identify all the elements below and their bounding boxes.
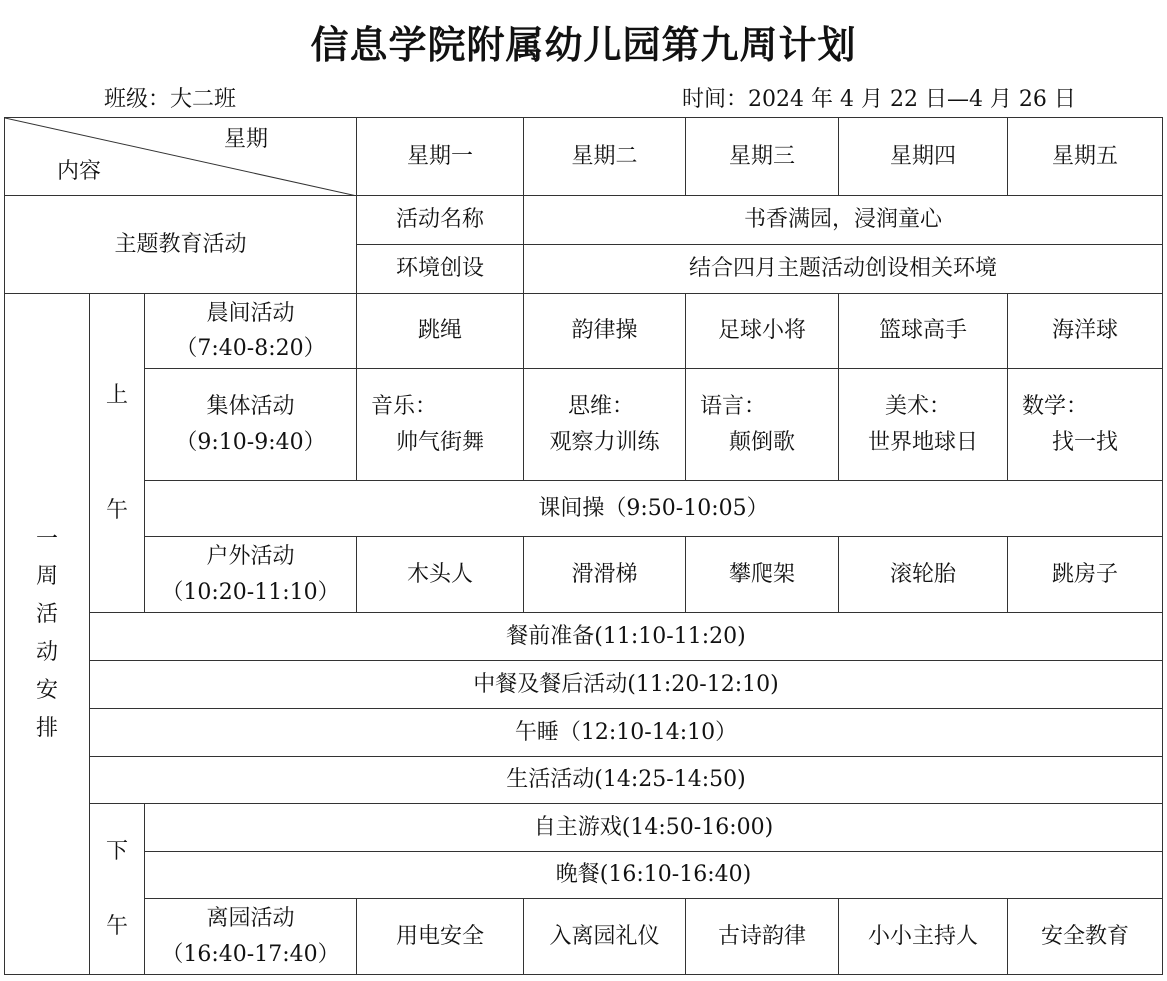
group-item: 思维： 观察力训练: [524, 369, 686, 481]
outdoor-activity-label: 户外活动 （10:20-11:10）: [145, 537, 357, 613]
outdoor-item: 滑滑梯: [524, 537, 686, 613]
corner-label-weekday: 星期: [224, 127, 269, 152]
outdoor-item: 攀爬架: [686, 537, 839, 613]
exercise-row: 课间操（9:50-10:05）: [145, 481, 1163, 537]
morning-item: 韵律操: [524, 294, 686, 369]
morning-item: 足球小将: [686, 294, 839, 369]
morning-item: 篮球高手: [839, 294, 1008, 369]
outdoor-item: 跳房子: [1008, 537, 1163, 613]
outdoor-item: 木头人: [357, 537, 524, 613]
afternoon-label: 下 午: [90, 804, 145, 975]
dinner-row: 晚餐(16:10-16:40): [145, 852, 1163, 899]
day-header-fri: 星期五: [1008, 118, 1163, 196]
week-arrangement-label: 一 周 活 动 安 排: [5, 294, 90, 975]
life-row: 生活活动(14:25-14:50): [90, 757, 1163, 804]
day-header-mon: 星期一: [357, 118, 524, 196]
lunch-row: 中餐及餐后活动(11:20-12:10): [90, 661, 1163, 709]
theme-name-value: 书香满园，浸润童心: [524, 196, 1163, 245]
class-label: 班级：大二班: [104, 87, 237, 112]
theme-env-label: 环境创设: [357, 245, 524, 294]
nap-row: 午睡（12:10-14:10）: [90, 709, 1163, 757]
leave-item: 古诗韵律: [686, 899, 839, 975]
corner-label-content: 内容: [57, 158, 102, 184]
leave-item: 安全教育: [1008, 899, 1163, 975]
group-item: 数学： 找一找: [1008, 369, 1163, 481]
theme-name-label: 活动名称: [357, 196, 524, 245]
day-header-tue: 星期二: [524, 118, 686, 196]
leave-activity-label: 离园活动 （16:40-17:40）: [145, 899, 357, 975]
day-header-wed: 星期三: [686, 118, 839, 196]
schedule-table: [4, 117, 1163, 975]
premeal-row: 餐前准备(11:10-11:20): [90, 613, 1163, 661]
leave-item: 用电安全: [357, 899, 524, 975]
day-header-thu: 星期四: [839, 118, 1008, 196]
leave-item: 小小主持人: [839, 899, 1008, 975]
leave-item: 入离园礼仪: [524, 899, 686, 975]
outdoor-item: 滚轮胎: [839, 537, 1008, 613]
theme-label: 主题教育活动: [5, 196, 357, 294]
freeplay-row: 自主游戏(14:50-16:00): [145, 804, 1163, 852]
morning-label: 上 午: [90, 294, 145, 613]
page-title: 信息学院附属幼儿园第九周计划: [310, 23, 857, 67]
morning-activity-label: 晨间活动 （7:40-8:20）: [145, 294, 357, 369]
time-label: 时间：2024 年 4 月 22 日—4 月 26 日: [682, 87, 1076, 112]
group-item: 音乐： 帅气街舞: [357, 369, 524, 481]
theme-env-value: 结合四月主题活动创设相关环境: [524, 245, 1163, 294]
group-item: 语言： 颠倒歌: [686, 369, 839, 481]
morning-item: 跳绳: [357, 294, 524, 369]
morning-item: 海洋球: [1008, 294, 1163, 369]
group-activity-label: 集体活动 （9:10-9:40）: [145, 369, 357, 481]
corner-header-cell: [5, 118, 357, 196]
group-item: 美术： 世界地球日: [839, 369, 1008, 481]
